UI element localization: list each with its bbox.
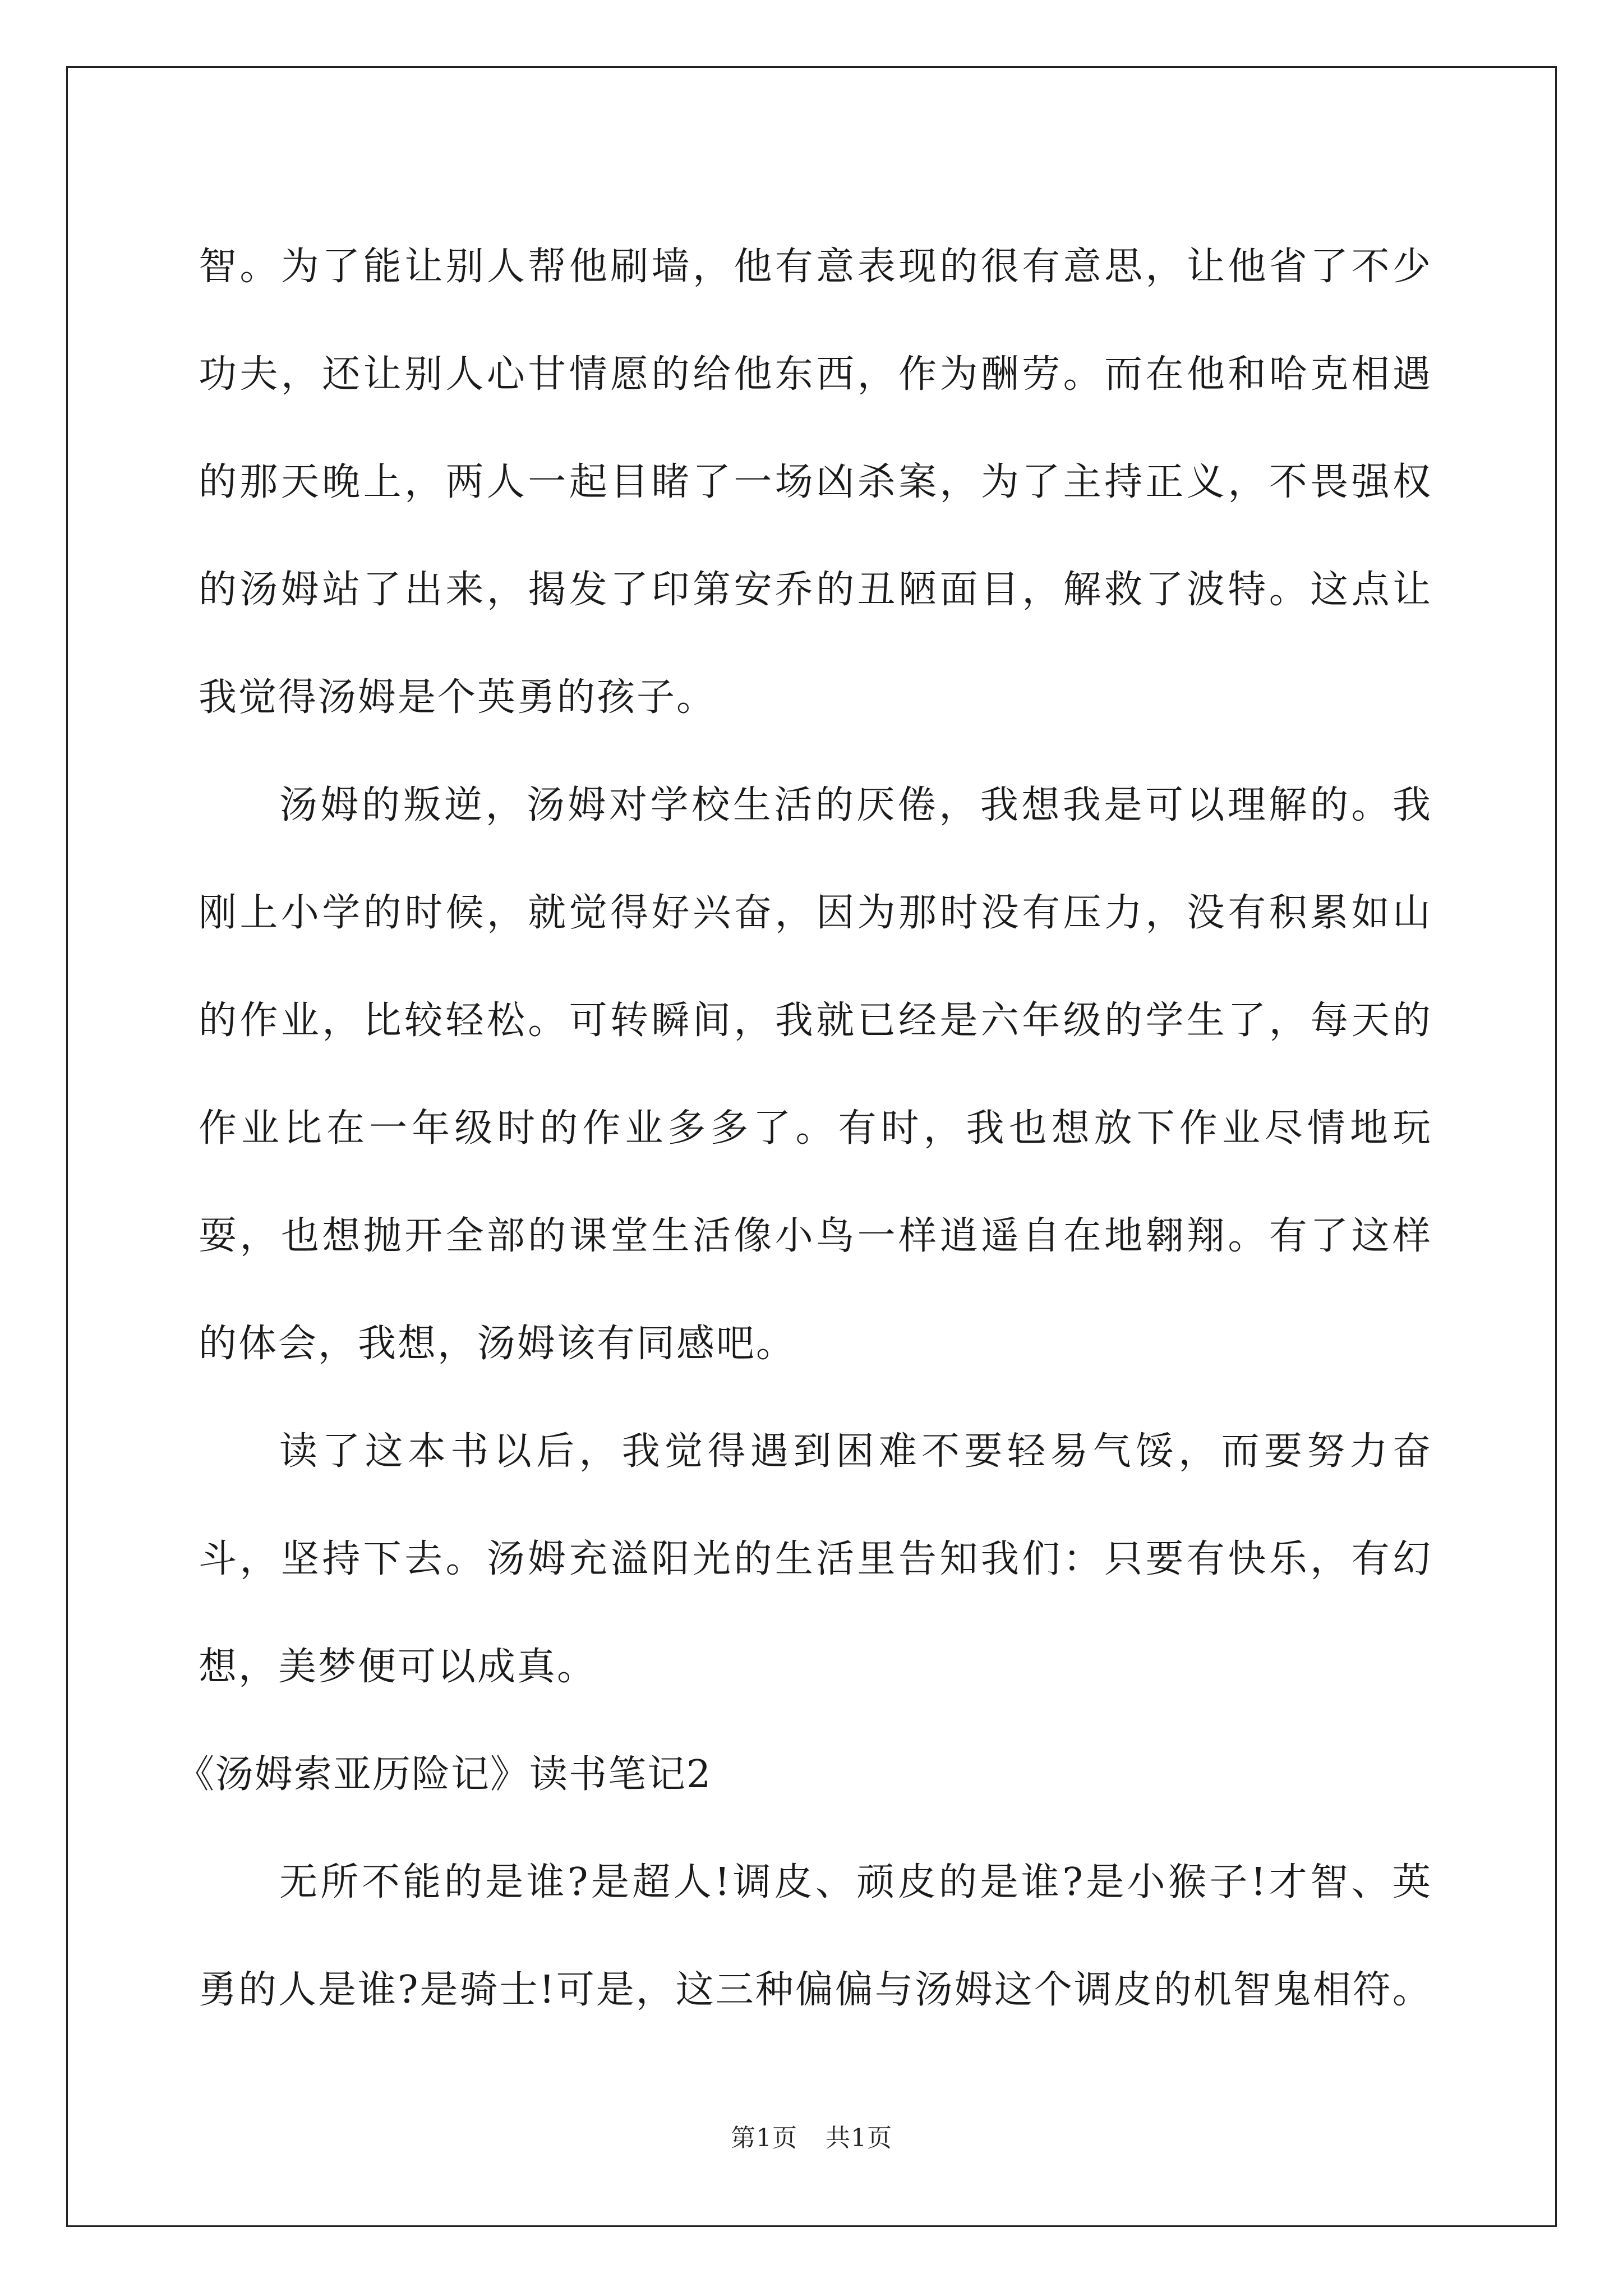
section-title: 《汤姆索亚历险记》读书笔记2 <box>176 1752 712 1797</box>
page-footer <box>0 2118 1623 2154</box>
page-total: 共1页 <box>826 2124 892 2152</box>
paragraph-section-intro: 无所不能的是谁?是超人!调皮、顽皮的是谁?是小猴子!才智、英勇的人是谁?是骑士!可是，这三种偏偏与汤姆这个调皮的机智鬼相符。 <box>199 1860 1432 2012</box>
paragraph-continuation: 智。为了能让别人帮他刷墙，他有意表现的很有意思，让他省了不少功夫，还让别人心甘情愿的给他东西，作为酬劳。而在他和哈克相遇的那天晚上，两人一起目睹了一场凶杀案，为了主持正义，不畏强权的汤姆站了出来，揭发了印第安乔的丑陋面目，解救了波特。这点让我觉得汤姆是个英勇的孩子。 <box>199 245 1432 720</box>
document-body <box>176 213 1432 2044</box>
page-number: 第1页 <box>731 2124 797 2152</box>
paragraph-conclusion: 读了这本书以后，我觉得遇到困难不要轻易气馁，而要努力奋斗，坚持下去。汤姆充溢阳光的生活里告知我们：只要有快乐，有幻想，美梦便可以成真。 <box>199 1429 1432 1689</box>
paragraph-rebellion: 汤姆的叛逆，汤姆对学校生活的厌倦，我想我是可以理解的。我刚上小学的时候，就觉得好兴奋，因为那时没有压力，没有积累如山的作业，比较轻松。可转瞬间，我就已经是六年级的学生了，每天的作业比在一年级时的作业多多了。有时，我也想放下作业尽情地玩耍，也想抛开全部的课堂生活像小鸟一样逍遥自在地翱翔。有了这样的体会，我想，汤姆该有同感吧。 <box>199 783 1432 1366</box>
